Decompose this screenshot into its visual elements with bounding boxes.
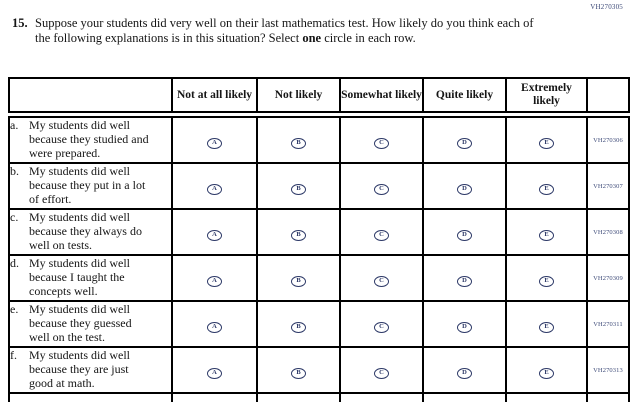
option-bubble-b[interactable] <box>291 230 306 241</box>
column-header-empty <box>9 78 172 112</box>
row-statement: My students did well because they put in a lot of effort. <box>29 164 146 206</box>
bubble-letter: E <box>544 323 549 331</box>
option-bubble-c[interactable] <box>374 368 389 379</box>
form-code: VH270305 <box>590 3 623 11</box>
option-bubble-e[interactable] <box>539 138 554 149</box>
question-line3: each row. <box>367 31 416 46</box>
column-header-somewhat-likely: Somewhat likely <box>340 78 423 112</box>
option-bubble-c[interactable] <box>374 138 389 149</box>
bubble-letter: E <box>544 277 549 285</box>
row-statement: My students did well because they studied and were prepared. <box>29 118 149 160</box>
bubble-letter: D <box>462 369 467 377</box>
question-line2-pre: you think each of the following explanations is in this situation? Select <box>35 16 534 46</box>
row-letter: d. <box>10 256 19 271</box>
bubble-letter: A <box>212 231 217 239</box>
bubble-letter: B <box>296 277 301 285</box>
row-letter: a. <box>10 118 19 133</box>
column-header-quite-likely: Quite likely <box>423 78 506 112</box>
bubble-letter: D <box>462 231 467 239</box>
option-bubble-b[interactable] <box>291 368 306 379</box>
cutoff-cell <box>257 393 340 402</box>
cutoff-cell <box>506 393 587 402</box>
bubble-letter: C <box>379 185 384 193</box>
option-bubble-e[interactable] <box>539 276 554 287</box>
question-line1: Suppose your students did very well on their last mathematics test. How likely do <box>35 16 444 30</box>
option-bubble-a[interactable] <box>207 322 222 333</box>
option-bubble-c[interactable] <box>374 230 389 241</box>
option-bubble-d[interactable] <box>457 276 472 287</box>
bubble-letter: C <box>379 369 384 377</box>
row-code: VH270306 <box>587 117 629 163</box>
question-number: 15. <box>12 16 28 30</box>
table-row-cutoff <box>9 393 629 402</box>
bubble-letter: B <box>296 369 301 377</box>
option-bubble-d[interactable] <box>457 368 472 379</box>
bubble-letter: B <box>296 323 301 331</box>
option-bubble-e[interactable] <box>539 368 554 379</box>
option-bubble-a[interactable] <box>207 184 222 195</box>
row-code: VH270309 <box>587 255 629 301</box>
bubble-letter: E <box>544 369 549 377</box>
bubble-letter: D <box>462 277 467 285</box>
row-statement: My students did well because they guessed well on the test. <box>29 302 132 344</box>
bubble-letter: E <box>544 231 549 239</box>
bubble-letter: B <box>296 231 301 239</box>
table-row-b <box>9 163 629 209</box>
option-bubble-a[interactable] <box>207 276 222 287</box>
option-bubble-d[interactable] <box>457 184 472 195</box>
likert-table <box>8 77 628 402</box>
bubble-letter: D <box>462 323 467 331</box>
column-header-extremely-likely: Extremely likely <box>506 78 587 112</box>
bubble-letter: D <box>462 139 467 147</box>
bubble-letter: A <box>212 185 217 193</box>
column-header-not-at-all-likely: Not at all likely <box>172 78 257 112</box>
option-bubble-d[interactable] <box>457 322 472 333</box>
row-statement: My students did well because they always do well on tests. <box>29 210 142 252</box>
question-text <box>35 16 547 47</box>
table-row-a <box>9 117 629 163</box>
cutoff-cell <box>9 393 172 402</box>
bubble-letter: B <box>296 139 301 147</box>
row-code: VH270308 <box>587 209 629 255</box>
cutoff-cell <box>587 393 629 402</box>
option-bubble-e[interactable] <box>539 230 554 241</box>
option-bubble-a[interactable] <box>207 368 222 379</box>
option-bubble-b[interactable] <box>291 276 306 287</box>
row-code: VH270313 <box>587 347 629 393</box>
table-row-c <box>9 209 629 255</box>
bubble-letter: A <box>212 139 217 147</box>
question-line2-bold: one <box>302 31 322 46</box>
option-bubble-c[interactable] <box>374 322 389 333</box>
column-header-code <box>587 78 629 112</box>
option-bubble-e[interactable] <box>539 322 554 333</box>
likert-header-table <box>8 77 630 113</box>
table-row-f <box>9 347 629 393</box>
bubble-letter: C <box>379 277 384 285</box>
table-row-d <box>9 255 629 301</box>
bubble-letter: E <box>544 185 549 193</box>
row-letter: f. <box>10 348 17 363</box>
option-bubble-b[interactable] <box>291 322 306 333</box>
bubble-letter: C <box>379 231 384 239</box>
row-statement: My students did well because I taught the concepts well. <box>29 256 130 298</box>
bubble-letter: E <box>544 139 549 147</box>
table-row-e <box>9 301 629 347</box>
row-letter: b. <box>10 164 19 179</box>
bubble-letter: B <box>296 185 301 193</box>
column-header-not-likely: Not likely <box>257 78 340 112</box>
option-bubble-b[interactable] <box>291 138 306 149</box>
bubble-letter: A <box>212 277 217 285</box>
option-bubble-a[interactable] <box>207 230 222 241</box>
bubble-letter: A <box>212 369 217 377</box>
row-statement: My students did well because they are just good at math. <box>29 348 130 390</box>
row-code: VH270307 <box>587 163 629 209</box>
cutoff-cell <box>172 393 257 402</box>
option-bubble-c[interactable] <box>374 184 389 195</box>
bubble-letter: C <box>379 323 384 331</box>
row-letter: c. <box>10 210 19 225</box>
header-row <box>9 78 629 112</box>
option-bubble-d[interactable] <box>457 138 472 149</box>
option-bubble-a[interactable] <box>207 138 222 149</box>
bubble-letter: D <box>462 185 467 193</box>
cutoff-cell <box>423 393 506 402</box>
option-bubble-c[interactable] <box>374 276 389 287</box>
bubble-letter: A <box>212 323 217 331</box>
option-bubble-e[interactable] <box>539 184 554 195</box>
bubble-letter: C <box>379 139 384 147</box>
question-block <box>12 16 547 47</box>
row-code: VH270311 <box>587 301 629 347</box>
cutoff-cell <box>340 393 423 402</box>
likert-body-table <box>8 116 630 402</box>
option-bubble-d[interactable] <box>457 230 472 241</box>
question-line2-post: circle in <box>321 31 365 46</box>
row-letter: e. <box>10 302 19 317</box>
option-bubble-b[interactable] <box>291 184 306 195</box>
